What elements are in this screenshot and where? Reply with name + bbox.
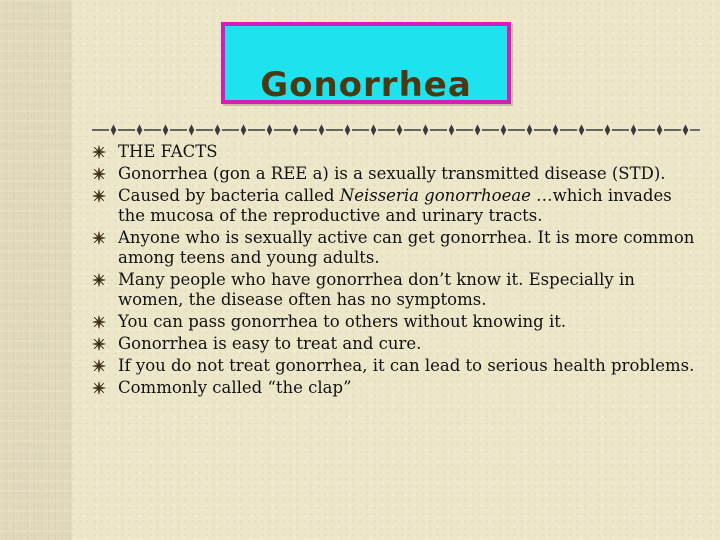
bullet-item-nickname: Commonly called “the clap” <box>92 378 702 398</box>
bullet-item-definition: Gonorrhea (gon a REE a) is a sexually transmitted disease (STD). <box>92 164 702 184</box>
bullet-list <box>92 142 702 400</box>
decorative-sidebar <box>0 0 72 540</box>
slide-title: Gonorrhea <box>260 65 472 105</box>
bullet-item-cause: Caused by bacteria called Neisseria gonorrhoeae …which invades the mucosa of the reproductive and urinary tracts. <box>92 186 702 226</box>
sparkle-bullet-icon <box>92 381 106 395</box>
sparkle-bullet-icon <box>92 167 106 181</box>
sparkle-bullet-icon <box>92 231 106 245</box>
bullet-item-consequences: If you do not treat gonorrhea, it can lead to serious health problems. <box>92 356 702 376</box>
bullet-item-symptoms: Many people who have gonorrhea don’t know it. Especially in women, the disease often has no symptoms. <box>92 270 702 310</box>
bullet-item-transmission: You can pass gonorrhea to others without knowing it. <box>92 312 702 332</box>
dash-dot-divider <box>92 122 700 138</box>
bullet-item-who: Anyone who is sexually active can get gonorrhea. It is more common among teens and young adults. <box>92 228 702 268</box>
title-box <box>221 22 511 104</box>
sparkle-bullet-icon <box>92 359 106 373</box>
sparkle-bullet-icon <box>92 337 106 351</box>
sparkle-bullet-icon <box>92 273 106 287</box>
bullet-item-treatment: Gonorrhea is easy to treat and cure. <box>92 334 702 354</box>
sparkle-bullet-icon <box>92 315 106 329</box>
sparkle-bullet-icon <box>92 189 106 203</box>
bullet-item-the-facts: THE FACTS <box>92 142 702 162</box>
bacteria-name: Neisseria gonorrhoeae <box>339 186 531 205</box>
sparkle-bullet-icon <box>92 145 106 159</box>
